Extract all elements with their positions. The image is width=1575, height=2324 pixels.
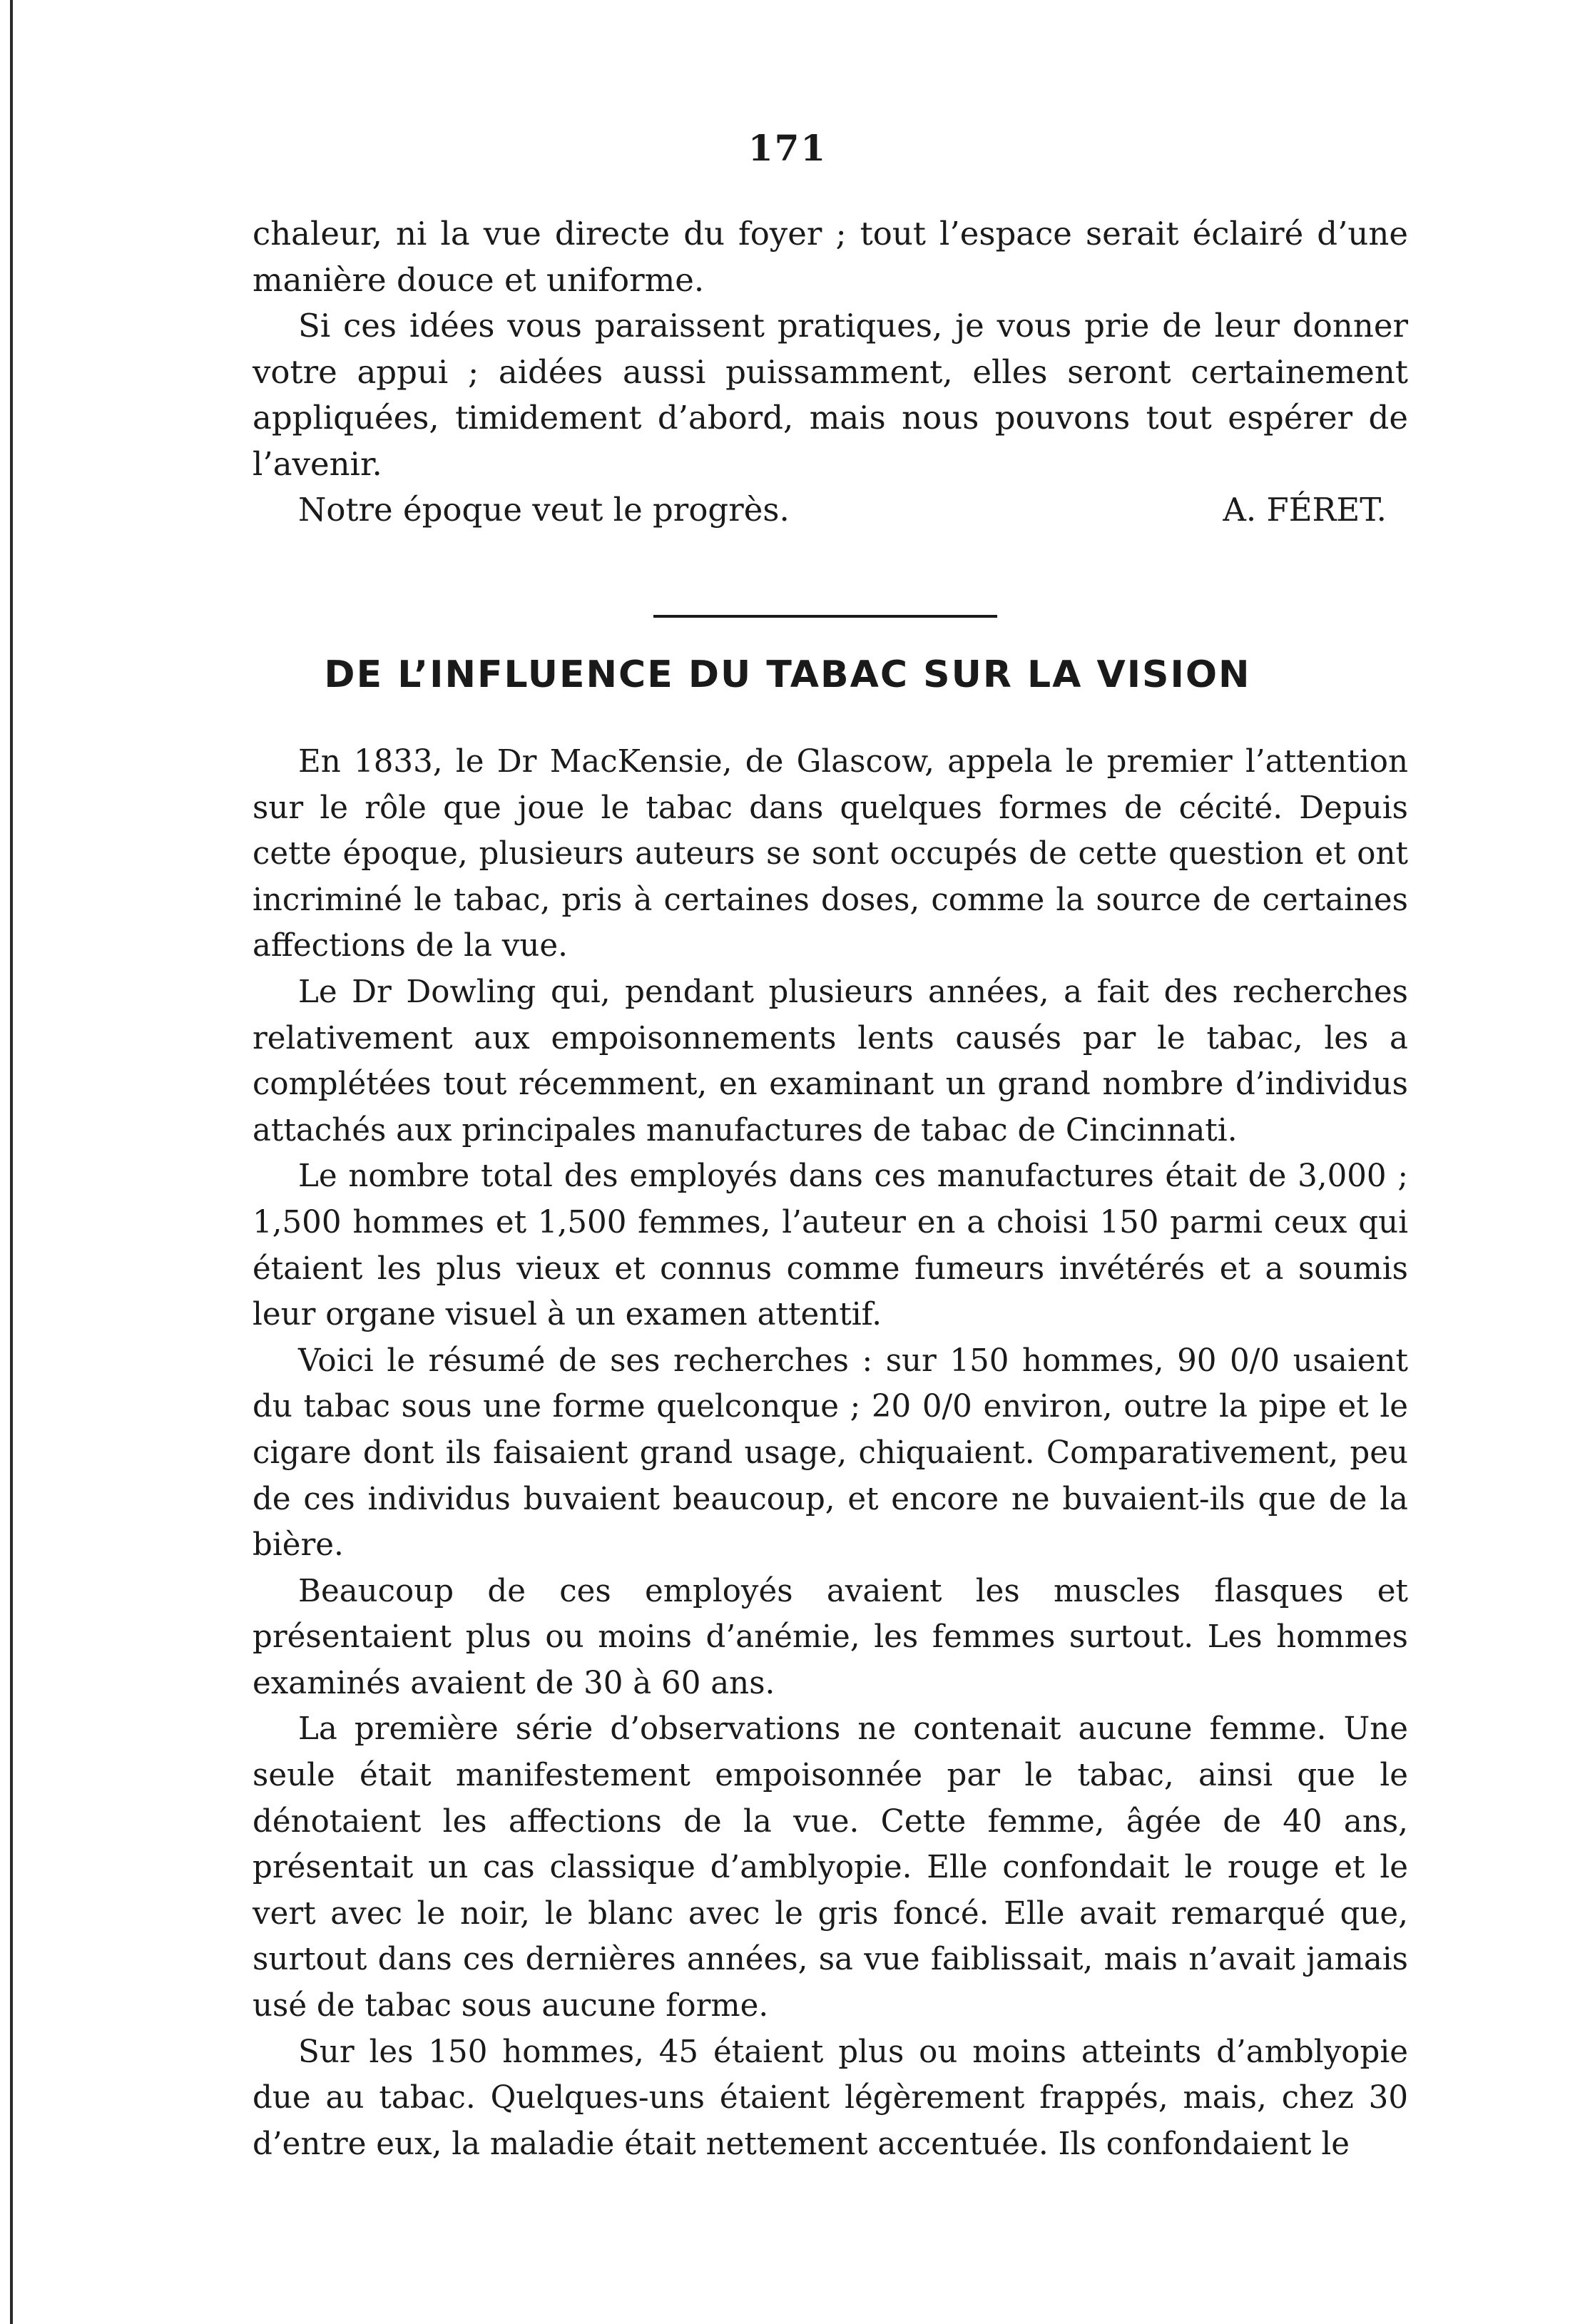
article-paragraph: Beaucoup de ces employés avaient les muscles flasques et présentaient plus ou moins d’anémie, les femmes surtout. Les hommes examinés avaient de 30 à 60 ans.	[253, 1573, 1408, 1701]
intro-fragment	[253, 211, 1408, 534]
article-paragraph: Voici le résumé de ses recherches : sur 150 hommes, 90 0/0 usaient du tabac sous une forme quelconque ; 20 0/0 environ, outre la pipe et le cigare dont ils faisaient grand usage, chiquaient. Comparativement, peu de ces individus buvaient beaucoup, et encore ne buvaient-ils que de la bière.	[253, 1342, 1408, 1564]
page-binding-edge	[10, 0, 13, 2324]
author-signature: A. FÉRET.	[1223, 491, 1387, 529]
article-paragraph: En 1833, le Dr MacKensie, de Glascow, appela le premier l’attention sur le rôle que joue le tabac dans quelques formes de cécité. Depuis cette époque, plusieurs auteurs se sont occupés de cette question et ont incriminé le tabac, pris à certaines doses, comme la source de certaines affections de la vue.	[253, 744, 1408, 964]
article-title: DE L’INFLUENCE DU TABAC SUR LA VISION	[324, 653, 1251, 696]
signoff-line	[253, 487, 1408, 534]
section-divider	[653, 615, 997, 618]
article-paragraph: Sur les 150 hommes, 45 étaient plus ou moins atteints d’amblyopie due au tabac. Quelques-uns étaient légèrement frappés, mais, chez 30 d’entre eux, la maladie était nettement accentuée. Ils confondaient le	[253, 2034, 1408, 2162]
closing-line: Notre époque veut le progrès.	[298, 491, 790, 529]
article-body	[253, 739, 1408, 2167]
intro-paragraph: chaleur, ni la vue directe du foyer ; tout l’espace serait éclairé d’une manière douce et uniforme.	[253, 215, 1408, 299]
intro-paragraph: Si ces idées vous paraissent pratiques, je vous prie de leur donner votre appui ; aidées aussi puissamment, elles seront certainement appliquées, timidement d’abord, mais nous pouvons tout espérer de l’avenir.	[253, 307, 1408, 483]
article-paragraph: Le Dr Dowling qui, pendant plusieurs années, a fait des recherches relativement aux empoisonnements lents causés par le tabac, les a complétées tout récemment, en examinant un grand nombre d’individus attachés aux principales manufactures de tabac de Cincinnati.	[253, 974, 1408, 1148]
page-number: 171	[748, 127, 827, 169]
article-paragraph: Le nombre total des employés dans ces manufactures était de 3,000 ; 1,500 hommes et 1,500 femmes, l’auteur en a choisi 150 parmi ceux qui étaient les plus vieux et connus comme fumeurs invétérés et a soumis leur organe visuel à un examen attentif.	[253, 1158, 1408, 1333]
article-paragraph: La première série d’observations ne contenait aucune femme. Une seule était manifestement empoisonnée par le tabac, ainsi que le dénotaient les affections de la vue. Cette femme, âgée de 40 ans, présentait un cas classique d’amblyopie. Elle confondait le rouge et le vert avec le noir, le blanc avec le gris foncé. Elle avait remarqué que, surtout dans ces dernières années, sa vue faiblissait, mais n’avait jamais usé de tabac sous aucune forme.	[253, 1711, 1408, 2024]
